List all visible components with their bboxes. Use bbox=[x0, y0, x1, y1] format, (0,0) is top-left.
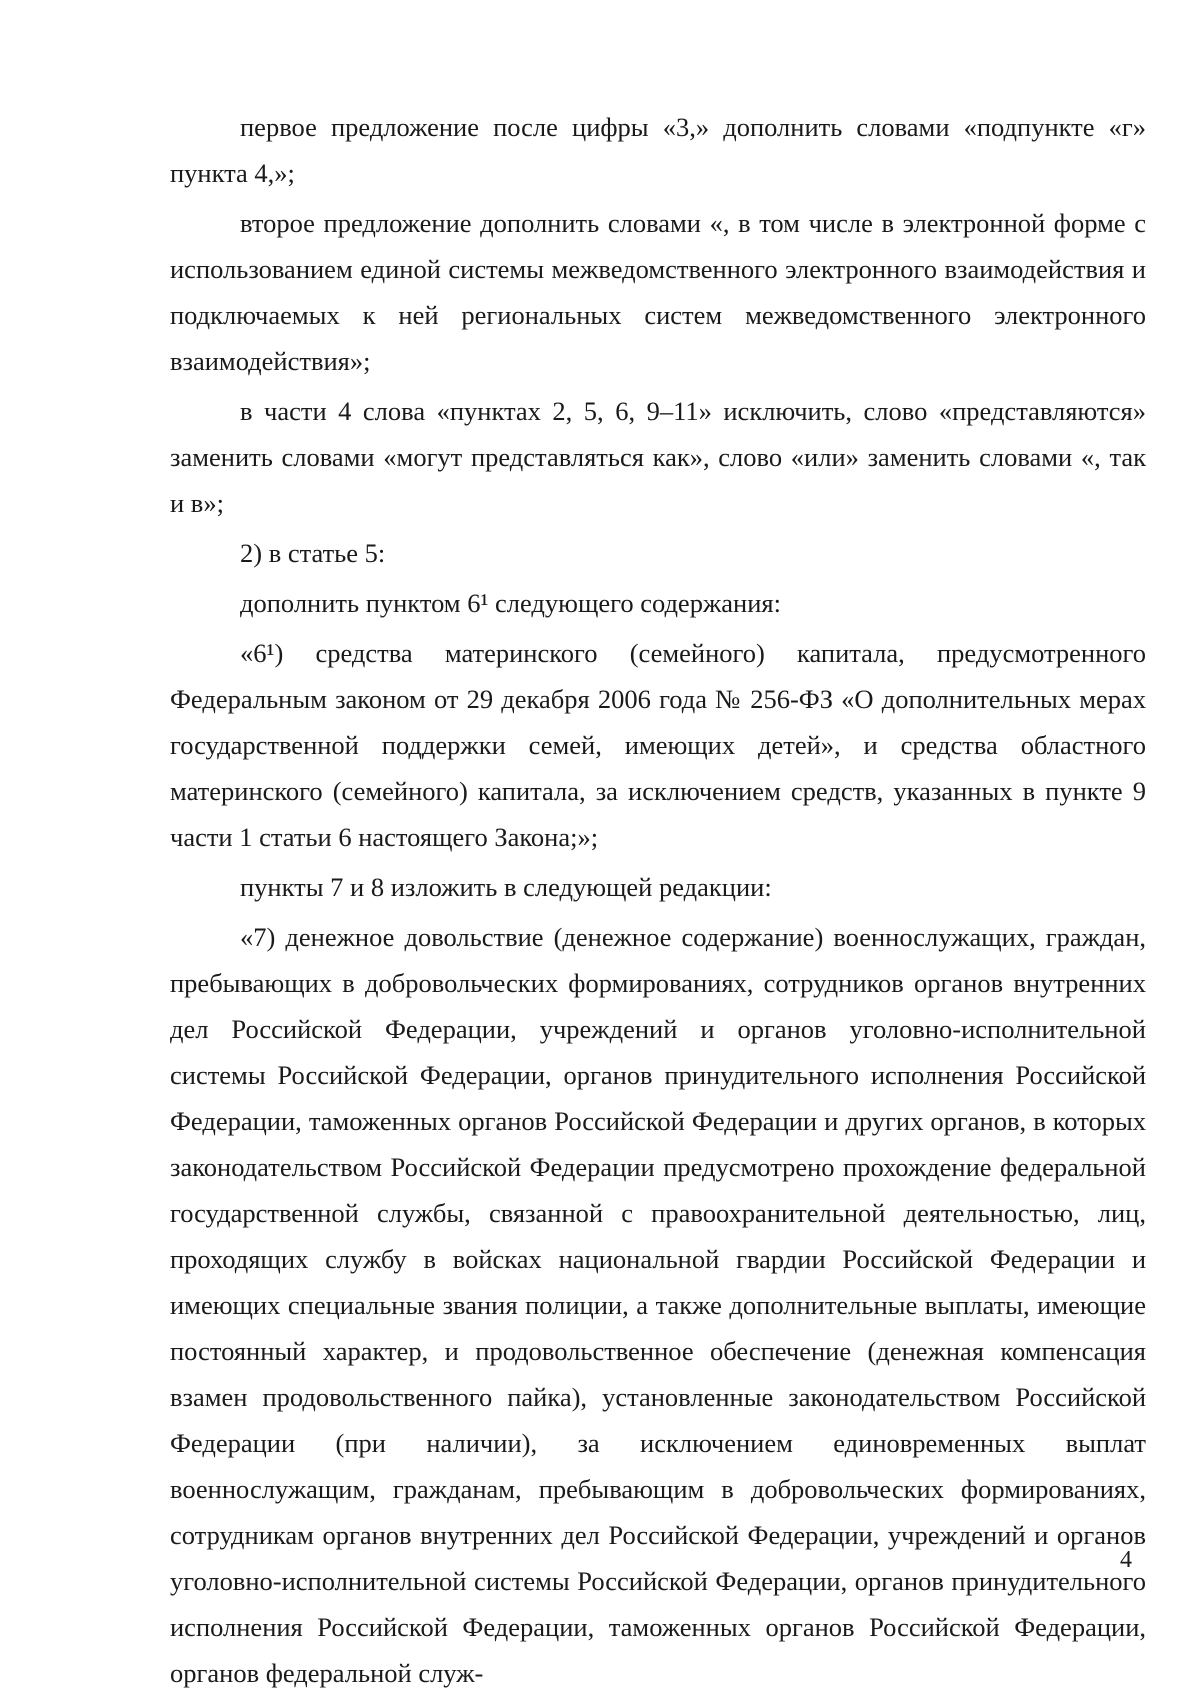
paragraph: первое предложение после цифры «3,» дополнить словами «подпункте «г» пункта 4,»; bbox=[170, 112, 1146, 188]
paragraph: в части 4 слова «пунктах 2, 5, 6, 9–11» исключить, слово «представляются» заменить словами «могут представляться как», слово «или» заменить словами «, так и в»; bbox=[170, 396, 1146, 518]
paragraph: «7) денежное довольствие (денежное содержание) военнослужащих, граждан, пребывающих в добровольческих формированиях, сотрудников органов внутренних дел Российской Федерации, учреждений и органов уголовно-исполнительной системы Российской Федерации, органов принудительного исполнения Российской Федерации, таможенных органов Российской Федерации и других органов, в которых законодательством Российской Федерации предусмотрено прохождение федеральной государственной службы, связанной с правоохранительной деятельностью, лиц, проходящих службу в войсках национальной гвардии Российской Федерации и имеющих специальные звания полиции, а также дополнительные выплаты, имеющие постоянный характер, и продовольственное обеспечение (денежная компенсация взамен продовольственного пайка), установленные законодательством Российской Федерации (при наличии), за исключением единовременных выплат военнослужащим, гражданам, пребывающим в добровольческих формированиях, сотрудникам органов внутренних дел Российской Федерации, учреждений и органов уголовно-исполнительной системы Российской Федерации, органов принудительного исполнения Российской Федерации, таможенных органов Российской Федерации, органов федеральной служ- bbox=[170, 922, 1146, 1688]
document-body bbox=[170, 104, 1146, 1700]
paragraph: дополнить пунктом 6¹ следующего содержания: bbox=[240, 588, 781, 618]
paragraph: 2) в статье 5: bbox=[240, 538, 386, 568]
paragraph: пункты 7 и 8 изложить в следующей редакции: bbox=[240, 872, 772, 902]
page-number: 4 bbox=[1120, 1547, 1132, 1573]
paragraph: «6¹) средства материнского (семейного) капитала, предусмотренного Федеральным законом от 29 декабря 2006 года № 256-ФЗ «О дополнительных мерах государственной поддержки семей, имеющих детей», и средства областного материнского (семейного) капитала, за исключением средств, указанных в пункте 9 части 1 статьи 6 настоящего Закона;»; bbox=[170, 638, 1146, 852]
paragraph: второе предложение дополнить словами «, в том числе в электронной форме с использованием единой системы межведомственного электронного взаимодействия и подключаемых к ней региональных систем межведомственного электронного взаимодействия»; bbox=[170, 208, 1146, 376]
